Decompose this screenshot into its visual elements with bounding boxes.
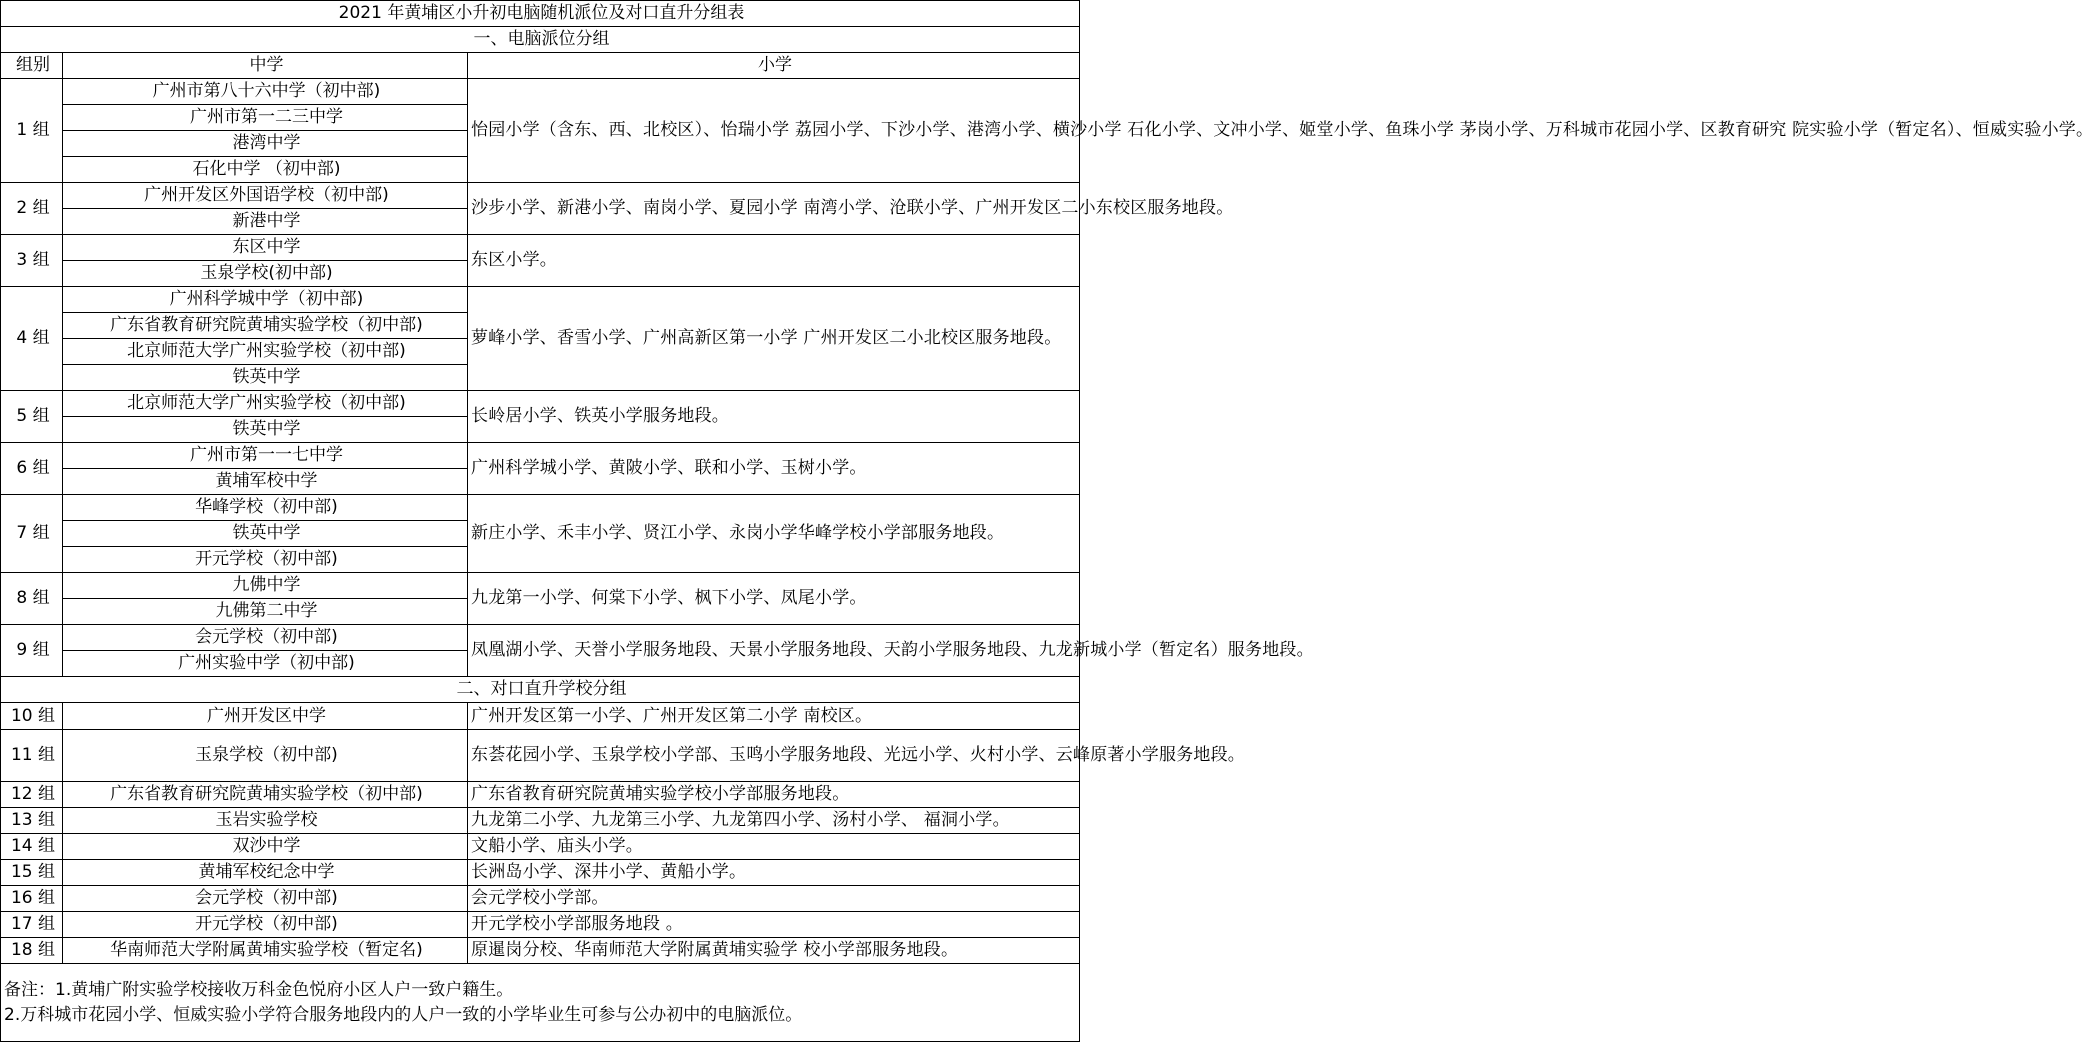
primary-schools: 广州科学城小学、黄陂小学、联和小学、玉树小学。 [468, 443, 1080, 495]
primary-schools: 萝峰小学、香雪小学、广州高新区第一小学 广州开发区二小北校区服务地段。 [468, 287, 1080, 391]
group-label: 3 组 [1, 235, 63, 287]
middle-school: 华峰学校（初中部) [63, 495, 468, 521]
table-row [1, 391, 1080, 417]
table-row [1, 912, 1080, 938]
middle-school: 黄埔军校纪念中学 [63, 860, 468, 886]
table-row [1, 782, 1080, 808]
table-row [1, 1, 1080, 27]
primary-schools: 新庄小学、禾丰小学、贤江小学、永岗小学华峰学校小学部服务地段。 [468, 495, 1080, 573]
table-row [1, 573, 1080, 599]
middle-school: 铁英中学 [63, 521, 468, 547]
primary-schools: 文船小学、庙头小学。 [468, 834, 1080, 860]
table-title: 2021 年黄埔区小升初电脑随机派位及对口直升分组表 [1, 1, 1080, 27]
group-label: 7 组 [1, 495, 63, 573]
table-row [1, 53, 1080, 79]
primary-schools: 凤凰湖小学、天誉小学服务地段、天景小学服务地段、天韵小学服务地段、九龙新城小学（暂定名）服务地段。 [468, 625, 1080, 677]
middle-school: 铁英中学 [63, 417, 468, 443]
table-row [1, 834, 1080, 860]
middle-school: 广州开发区中学 [63, 703, 468, 730]
table-row [1, 27, 1080, 53]
table-row [1, 938, 1080, 964]
table-row [1, 730, 1080, 782]
middle-school: 双沙中学 [63, 834, 468, 860]
middle-school: 广州科学城中学（初中部) [63, 287, 468, 313]
middle-school: 港湾中学 [63, 131, 468, 157]
primary-schools: 九龙第二小学、九龙第三小学、九龙第四小学、汤村小学、 福洞小学。 [468, 808, 1080, 834]
middle-school: 玉泉学校(初中部) [63, 261, 468, 287]
section1-title: 一、电脑派位分组 [1, 27, 1080, 53]
section2-title: 二、对口直升学校分组 [1, 677, 1080, 703]
header-group: 组别 [1, 53, 63, 79]
group-label: 9 组 [1, 625, 63, 677]
table-row [1, 287, 1080, 313]
middle-school: 广东省教育研究院黄埔实验学校（初中部) [63, 782, 468, 808]
table-row [1, 495, 1080, 521]
group-label: 4 组 [1, 287, 63, 391]
middle-school: 黄埔军校中学 [63, 469, 468, 495]
table-row [1, 443, 1080, 469]
table-row [1, 677, 1080, 703]
group-label: 5 组 [1, 391, 63, 443]
primary-schools: 广东省教育研究院黄埔实验学校小学部服务地段。 [468, 782, 1080, 808]
group-label: 2 组 [1, 183, 63, 235]
middle-school: 九佛第二中学 [63, 599, 468, 625]
middle-school: 玉泉学校（初中部) [63, 730, 468, 782]
group-label: 8 组 [1, 573, 63, 625]
group-label: 17 组 [1, 912, 63, 938]
table-row [1, 860, 1080, 886]
middle-school: 会元学校（初中部) [63, 625, 468, 651]
group-label: 15 组 [1, 860, 63, 886]
middle-school: 会元学校（初中部) [63, 886, 468, 912]
middle-school: 广州市第一二三中学 [63, 105, 468, 131]
middle-school: 北京师范大学广州实验学校（初中部) [63, 339, 468, 365]
note-line: 备注：1.黄埔广附实验学校接收万科金色悦府小区人户一致户籍生。 [4, 979, 514, 1000]
primary-schools: 东区小学。 [468, 235, 1080, 287]
middle-school: 石化中学 （初中部) [63, 157, 468, 183]
middle-school: 新港中学 [63, 209, 468, 235]
table-row [1, 703, 1080, 730]
middle-school: 广州实验中学（初中部) [63, 651, 468, 677]
middle-school: 北京师范大学广州实验学校（初中部) [63, 391, 468, 417]
middle-school: 开元学校（初中部) [63, 912, 468, 938]
middle-school: 东区中学 [63, 235, 468, 261]
group-label: 1 组 [1, 79, 63, 183]
middle-school: 广东省教育研究院黄埔实验学校（初中部) [63, 313, 468, 339]
middle-school: 华南师范大学附属黄埔实验学校（暂定名) [63, 938, 468, 964]
table-row [1, 886, 1080, 912]
primary-schools: 沙步小学、新港小学、南岗小学、夏园小学 南湾小学、沧联小学、广州开发区二小东校区服务地段。 [468, 183, 1080, 235]
middle-school: 玉岩实验学校 [63, 808, 468, 834]
table-row [1, 808, 1080, 834]
primary-schools: 东荟花园小学、玉泉学校小学部、玉鸣小学服务地段、光远小学、火村小学、云峰原著小学服务地段。 [468, 730, 1080, 782]
primary-schools: 开元学校小学部服务地段 。 [468, 912, 1080, 938]
table-row [1, 625, 1080, 651]
group-label: 11 组 [1, 730, 63, 782]
table-row [1, 183, 1080, 209]
table-row [1, 964, 1080, 1042]
middle-school: 广州市第八十六中学（初中部) [63, 79, 468, 105]
table-row [1, 79, 1080, 105]
group-label: 13 组 [1, 808, 63, 834]
primary-schools: 九龙第一小学、何棠下小学、枫下小学、凤尾小学。 [468, 573, 1080, 625]
middle-school: 广州市第一一七中学 [63, 443, 468, 469]
middle-school: 广州开发区外国语学校（初中部) [63, 183, 468, 209]
group-label: 16 组 [1, 886, 63, 912]
group-label: 6 组 [1, 443, 63, 495]
group-label: 14 组 [1, 834, 63, 860]
primary-schools: 会元学校小学部。 [468, 886, 1080, 912]
primary-schools: 长洲岛小学、深井小学、黄船小学。 [468, 860, 1080, 886]
middle-school: 开元学校（初中部) [63, 547, 468, 573]
primary-schools: 长岭居小学、铁英小学服务地段。 [468, 391, 1080, 443]
middle-school: 九佛中学 [63, 573, 468, 599]
middle-school: 铁英中学 [63, 365, 468, 391]
header-middle: 中学 [63, 53, 468, 79]
group-label: 18 组 [1, 938, 63, 964]
primary-schools: 怡园小学（含东、西、北校区）、怡瑞小学 荔园小学、下沙小学、港湾小学、横沙小学 石化小学、文冲小学、姬堂小学、鱼珠小学 茅岗小学、万科城市花园小学、区教育研究 院实验小学（暂定名）、恒威实验小学。 [468, 79, 1080, 183]
table-row [1, 235, 1080, 261]
notes [1, 964, 1080, 1042]
primary-schools: 原暹岗分校、华南师范大学附属黄埔实验学 校小学部服务地段。 [468, 938, 1080, 964]
group-label: 10 组 [1, 703, 63, 730]
note-line: 2.万科城市花园小学、恒威实验小学符合服务地段内的人户一致的小学毕业生可参与公办初中的电脑派位。 [4, 1004, 803, 1025]
header-primary: 小学 [468, 53, 1080, 79]
group-label: 12 组 [1, 782, 63, 808]
primary-schools: 广州开发区第一小学、广州开发区第二小学 南校区。 [468, 703, 1080, 730]
